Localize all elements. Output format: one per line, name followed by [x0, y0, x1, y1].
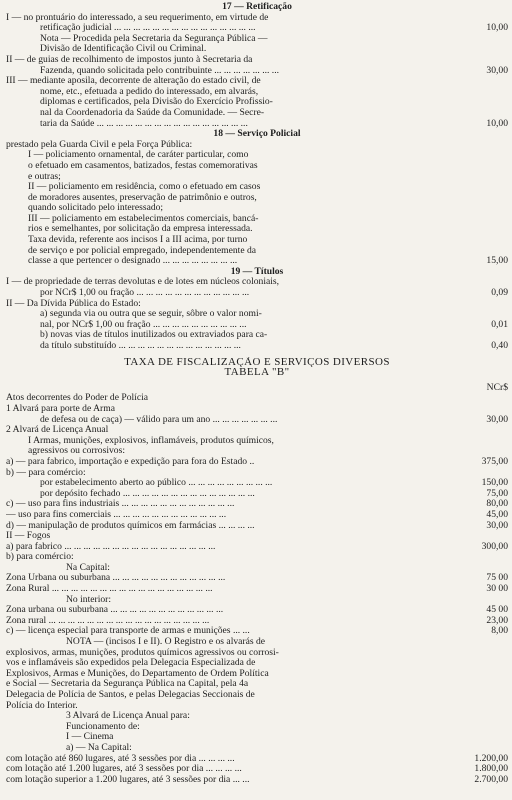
- document-line: [6, 309, 508, 320]
- fee-value: 30,00: [486, 64, 508, 76]
- fee-value: 150,00: [481, 477, 508, 489]
- line-text: b) para comércio:: [6, 552, 74, 563]
- document-line: [6, 320, 508, 331]
- line-text: Zona Urbana ou suburbana ... ... ... ... ... ... ... ... ... ... ... ...: [6, 573, 226, 584]
- line-text: No interior:: [66, 594, 112, 605]
- document-line: [6, 161, 508, 172]
- document-line: [6, 468, 508, 479]
- line-text: 19 — Títulos: [230, 266, 284, 277]
- fee-value: 30 00: [486, 583, 508, 595]
- line-text: 3 Alvará de Licença Anual para:: [66, 711, 190, 722]
- line-text: Delegacia de Polícia de Santos, e pelas Delegacias Seccionais de: [6, 690, 255, 700]
- document-line: [6, 732, 508, 743]
- document-line: [6, 754, 508, 765]
- fee-value: 45 00: [486, 604, 508, 616]
- line-text: a) — Na Capital:: [66, 742, 132, 753]
- line-text: quando solicitado pelo interessado;: [28, 203, 164, 214]
- document-line: [6, 775, 508, 786]
- document-line: [6, 172, 508, 183]
- line-text: I — no prontuário do interessado, a seu requerimento, em virtude de: [6, 12, 269, 23]
- line-text: explosivos, armas, munições, produtos químicos agressivos ou corrosi-: [6, 647, 279, 658]
- fee-value: 80,00: [486, 498, 508, 510]
- document-line: [6, 341, 508, 352]
- line-text: por NCr$ 1,00 ou fração ... ... ... ... ... ... ... ... ... ... ... ...: [40, 288, 250, 299]
- fee-value: 15,00: [486, 255, 508, 267]
- document-line: [6, 637, 508, 648]
- fee-value: 45,00: [486, 508, 508, 520]
- line-text: TABELA "B": [224, 367, 290, 378]
- line-text: 18 — Serviço Policial: [213, 129, 301, 140]
- document-line: [6, 34, 508, 45]
- document-line: [6, 499, 508, 510]
- fee-value: 30,00: [486, 413, 508, 425]
- line-text: c) — uso para fins industriais ... ... ... ... ... ... ... ... ... ... ... ...: [6, 499, 235, 510]
- line-text: com lotação até 860 lugares, até 3 sessões por dia ... ... ... ...: [6, 753, 235, 764]
- fee-value: 375,00: [481, 455, 508, 467]
- document-line: [6, 436, 508, 447]
- line-text: 2 Alvará de Licença Anual: [6, 425, 109, 436]
- document-line: [6, 87, 508, 98]
- document-line: [6, 97, 508, 108]
- line-text: b) novas vias de títulos inutilizados ou extraviados para ca-: [40, 330, 268, 341]
- document-line: [6, 150, 508, 161]
- document-line: [6, 367, 508, 378]
- line-text: Atos decorrentes do Poder de Polícia: [6, 393, 149, 404]
- document-line: [6, 299, 508, 310]
- line-text: Divisão de Identificação Civil ou Criminal.: [40, 44, 207, 55]
- fee-value: 30,00: [486, 519, 508, 531]
- document-line: [6, 563, 508, 574]
- fee-value: 10,00: [486, 22, 508, 34]
- document-line: [6, 573, 508, 584]
- fee-value: 75 00: [486, 572, 508, 584]
- line-text: NOTA — (incisos I e II). O Registro e os alvarás de: [66, 637, 266, 648]
- document-line: [6, 626, 508, 637]
- document-line: [6, 383, 508, 394]
- document-line: [6, 595, 508, 606]
- line-text: d) — manipulação de produtos químicos em farmácias ... ... ... ...: [6, 520, 255, 531]
- line-text: Funcionamento de:: [66, 721, 140, 732]
- document-line: [6, 256, 508, 267]
- line-text: II — Da Dívida Pública do Estado:: [6, 298, 141, 309]
- document-line: [6, 531, 508, 542]
- fee-value: 1.800,00: [474, 763, 508, 775]
- line-text: Polícia do Interior.: [6, 700, 78, 711]
- section-heading: [6, 2, 508, 13]
- document-line: [6, 13, 508, 24]
- document-line: [6, 182, 508, 193]
- document-line: [6, 140, 508, 151]
- line-text: Fazenda, quando solicitada pelo contribuinte ... ... ... ... ... ... ...: [40, 65, 279, 76]
- document-line: [6, 605, 508, 616]
- fee-value: 1.200,00: [474, 752, 508, 764]
- document-line: [6, 489, 508, 500]
- document-line: [6, 119, 508, 130]
- line-text: Zona rural ... ... ... ... ... ... ... ... ... ... ... ... ... ... ... ... ...: [6, 615, 210, 626]
- document-line: [6, 425, 508, 436]
- line-text: taria da Saúde ... ... ... ... ... ... ... ... ... ... ... ... ... ... ... ...: [40, 118, 248, 129]
- line-text: III — policiamento em estabelecimentos comerciais, bancá-: [28, 213, 259, 224]
- fee-value: 10,00: [486, 117, 508, 129]
- document-line: [6, 690, 508, 701]
- line-text: I Armas, munições, explosivos, inflamáveis, produtos químicos,: [28, 435, 274, 446]
- document-line: [6, 584, 508, 595]
- document-line: [6, 542, 508, 553]
- document-line: [6, 235, 508, 246]
- line-text: e outras;: [28, 171, 61, 182]
- document-line: [6, 76, 508, 87]
- document-line: [6, 457, 508, 468]
- document-line: [6, 55, 508, 66]
- document-line: [6, 246, 508, 257]
- document-line: [6, 648, 508, 659]
- line-text: NCr$: [486, 382, 508, 393]
- document-line: [6, 669, 508, 680]
- document-line: [6, 288, 508, 299]
- line-text: de moradores ausentes, preservação de patrimônio e outros,: [28, 192, 257, 203]
- line-text: 17 — Retificação: [222, 2, 292, 12]
- line-text: de serviço e por policial empregado, independentemente da: [28, 245, 257, 256]
- line-text: a) — para fabrico, importação e expedição para fora do Estado ..: [6, 456, 255, 467]
- line-text: com lotação superior a 1.200 lugares, até 3 sessões por dia ... ...: [6, 774, 250, 785]
- line-text: diplomas e certificados, pela Divisão do Exercício Profissio-: [40, 97, 273, 108]
- line-text: I — de propriedade de terras devolutas e de lotes em núcleos coloniais,: [6, 277, 280, 288]
- document-line: [6, 203, 508, 214]
- fee-value: 75,00: [486, 487, 508, 499]
- line-text: — uso para fins comerciais ... ... ... ... ... ... ... ... ... ... ... ...: [6, 509, 227, 520]
- line-text: a) segunda via ou outra que se seguir, sôbre o valor nomi-: [40, 309, 262, 320]
- line-text: por estabelecimento aberto ao público ... ... ... ... ... ... ... ... ...: [40, 478, 273, 489]
- document-line: [6, 277, 508, 288]
- document-line: [6, 510, 508, 521]
- fee-value: 23,00: [486, 614, 508, 626]
- line-text: agressivos ou corrosivos:: [28, 446, 125, 457]
- document-line: [6, 23, 508, 34]
- document-line: [6, 743, 508, 754]
- document-line: [6, 764, 508, 775]
- line-text: e Social — Secretaria da Segurança Pública na Capital, pela 4a: [6, 679, 249, 690]
- section-heading: [6, 129, 508, 140]
- document-line: [6, 404, 508, 415]
- document-line: [6, 330, 508, 341]
- line-text: Taxa devida, referente aos incisos I a III acima, por turno: [28, 235, 248, 246]
- line-text: prestado pela Guarda Civil e pela Força Pública:: [6, 139, 193, 150]
- line-text: a) para fabrico ... ... ... ... ... ... ... ... ... ... ... ... ... ... ... ...: [6, 541, 216, 552]
- line-text: rios e semelhantes, por solicitação da empresa interessada.: [28, 224, 253, 235]
- line-text: por depósito fechado ... ... ... ... ... ... ... ... ... ... ... ... ... ...: [40, 488, 255, 499]
- document-line: [6, 478, 508, 489]
- line-text: c) — licença especial para transporte de armas e munições ... ...: [6, 626, 250, 637]
- line-text: retificação judicial ... ... ... ... ... ... ... ... ... ... ... ... ... ... ...: [40, 23, 256, 34]
- line-text: Zona urbana ou suburbana ... ... ... ... ... ... ... ... ... ... ... ...: [6, 605, 224, 616]
- line-text: II — policiamento em residência, como o efetuado em casos: [28, 182, 261, 193]
- fee-value: 0,09: [491, 287, 508, 299]
- line-text: vos e inflamáveis são expedidos pela Delegacia Especializada de: [6, 658, 256, 669]
- document-line: [6, 711, 508, 722]
- line-text: II — Fogos: [6, 531, 51, 542]
- document-line: [6, 722, 508, 733]
- document-line: [6, 66, 508, 77]
- line-text: TAXA DE FISCALIZAÇÃO E SERVIÇOS DIVERSOS: [124, 356, 390, 368]
- document-line: [6, 446, 508, 457]
- line-text: nal da Coordenadoria da Saúde da Comunidade. — Secre-: [40, 107, 265, 118]
- document-line: [6, 224, 508, 235]
- line-text: I — policiamento ornamental, de caráter particular, como: [28, 150, 249, 161]
- document-line: [6, 616, 508, 627]
- document-line: [6, 193, 508, 204]
- document-line: [6, 357, 508, 368]
- document-line: [6, 679, 508, 690]
- document-line: [6, 393, 508, 404]
- line-text: com lotação até 1.200 lugares, até 3 sessões por dia ... ... ... ...: [6, 764, 242, 775]
- line-text: Nota — Procedida pela Secretaria da Segurança Pública —: [40, 33, 268, 44]
- line-text: b) — para comércio:: [6, 467, 86, 478]
- line-text: III — mediante aposila, decorrente de alteração do estado civil, de: [6, 76, 261, 87]
- document-line: [6, 44, 508, 55]
- fee-value: 0,01: [491, 318, 508, 330]
- section-heading: [6, 267, 508, 278]
- document-line: [6, 658, 508, 669]
- line-text: de defesa ou de caça) — válido para um ano ... ... ... ... ... ... ...: [40, 414, 278, 425]
- document-line: [6, 521, 508, 532]
- line-text: da título substituído ... ... ... ... ... ... ... ... ... ... ... ... ...: [40, 341, 241, 351]
- fee-value: 0,40: [491, 340, 508, 351]
- document-line: [6, 552, 508, 563]
- line-text: Explosivos, Armas e Munições, do Departamento de Ordem Política: [6, 668, 269, 679]
- line-text: 1 Alvará para porte de Arma: [6, 403, 115, 414]
- line-text: I — Cinema: [66, 732, 114, 743]
- line-text: Zona Rural ... ... ... ... ... ... ... ... ... ... ... ... ... ... ... ... ...: [6, 584, 213, 595]
- document-line: [6, 701, 508, 712]
- fee-value: 300,00: [481, 540, 508, 552]
- line-text: nal, por NCr$ 1,00 ou fração ... ... ... ... ... ... ... ... ... ...: [40, 319, 247, 330]
- document-line: [6, 415, 508, 426]
- line-text: II — de guias de recolhimento de impostos junto à Secretaria da: [6, 54, 253, 65]
- line-text: Na Capital:: [66, 562, 110, 573]
- document-line: [6, 214, 508, 225]
- line-text: o efetuado em casamentos, batizados, festas comemorativas: [28, 160, 258, 171]
- fee-value: 2.700,00: [474, 773, 508, 785]
- document-line: [6, 108, 508, 119]
- line-text: nome, etc., efetuada a pedido do interessado, em alvarás,: [40, 86, 259, 97]
- line-text: classe a que pertencer o designado ... ... ... ... ... ... ... ...: [28, 256, 238, 267]
- fee-value: 8,00: [491, 625, 508, 637]
